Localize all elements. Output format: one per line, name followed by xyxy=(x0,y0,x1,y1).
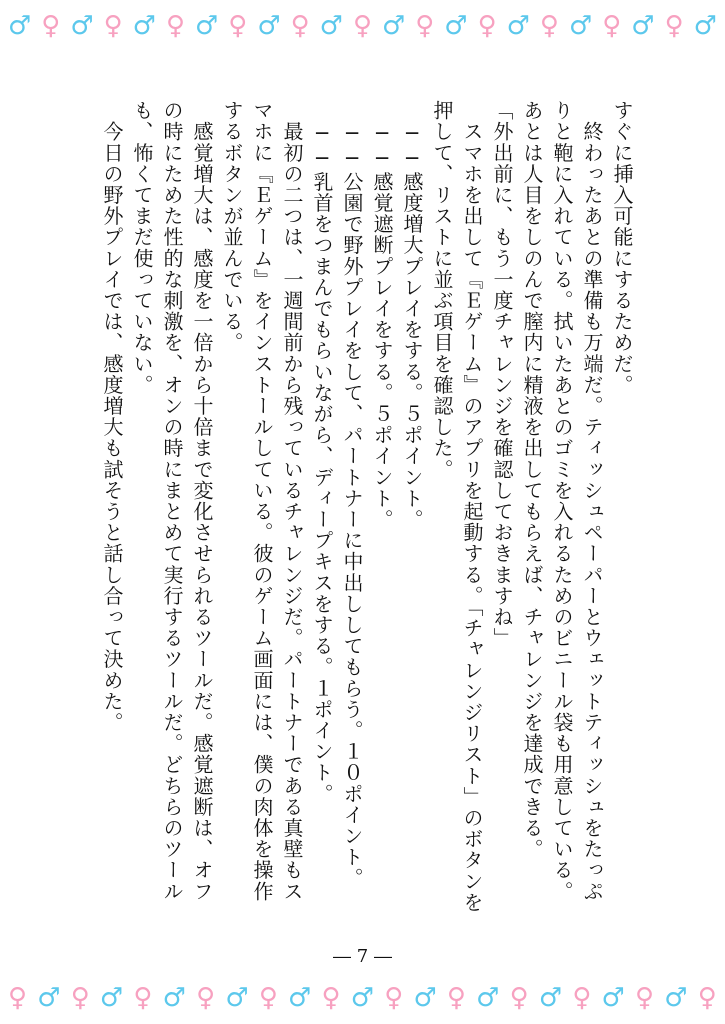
paragraph: 終わったあとの準備も万端だ。ティッシュペーパーとウェットティッシュをたっぷりと鞄に入れている。拭いたあとのゴミを入れるためのビニール袋も用意している。あとは人目をしのんで膣内に精液を出してもらえば、チャレンジを達成できる。 xyxy=(520,100,604,902)
female-symbol-icon: ♀ xyxy=(352,11,372,41)
female-symbol-icon: ♀ xyxy=(196,983,216,1013)
body-text xyxy=(97,100,637,920)
male-symbol-icon: ♂ xyxy=(506,11,530,41)
male-symbol-icon: ♂ xyxy=(162,983,186,1013)
female-symbol-icon: ♀ xyxy=(103,11,123,41)
female-symbol-icon: ♀ xyxy=(133,983,153,1013)
male-symbol-icon: ♂ xyxy=(664,983,688,1013)
male-symbol-icon: ♂ xyxy=(225,983,249,1013)
paragraph: 「外出前に、もう一度チャレンジを確認しておきますね」 xyxy=(490,100,514,649)
male-symbol-icon: ♂ xyxy=(381,11,406,41)
female-symbol-icon: ♀ xyxy=(70,983,90,1013)
male-symbol-icon: ♂ xyxy=(601,983,625,1013)
male-symbol-icon: ♂ xyxy=(319,11,343,41)
paragraph: ──感度増大プレイをする。５ポイント。 xyxy=(400,100,424,530)
male-symbol-icon: ♂ xyxy=(194,11,219,41)
male-symbol-icon: ♂ xyxy=(99,983,124,1013)
paragraph: ──感覚遮断プレイをする。５ポイント。 xyxy=(370,100,394,530)
paragraph: すぐに挿入可能にするためだ。 xyxy=(610,100,634,396)
top-symbol-border xyxy=(0,6,725,46)
page-number: ― 7 ― xyxy=(333,946,392,967)
male-symbol-icon: ♂ xyxy=(37,983,61,1013)
paragraph: ──公園で野外プレイをして、パートナーに中出ししてもらう。１０ポイント。 xyxy=(340,100,364,889)
female-symbol-icon: ♀ xyxy=(41,11,61,41)
male-symbol-icon: ♂ xyxy=(413,983,437,1013)
paragraph: 最初の二つは、一週間前から残っているチャレンジだ。パートナーである真壁もスマホに『Ｅゲーム』をインストールしている。彼のゲーム画面には、僕の肉体を操作するボタンが並んでいる。 xyxy=(220,100,304,902)
female-symbol-icon: ♀ xyxy=(572,983,592,1013)
female-symbol-icon: ♀ xyxy=(290,11,310,41)
female-symbol-icon: ♀ xyxy=(635,983,655,1013)
male-symbol-icon: ♂ xyxy=(257,11,281,41)
female-symbol-icon: ♀ xyxy=(384,983,404,1013)
female-symbol-icon: ♀ xyxy=(664,11,684,41)
female-symbol-icon: ♀ xyxy=(477,11,497,41)
female-symbol-icon: ♀ xyxy=(165,11,185,41)
female-symbol-icon: ♀ xyxy=(228,11,248,41)
female-symbol-icon: ♀ xyxy=(321,983,341,1013)
paragraph: ──乳首をつまんでもらいながら、ディープキスをする。１ポイント。 xyxy=(310,100,334,805)
male-symbol-icon: ♂ xyxy=(476,983,500,1013)
female-symbol-icon: ♀ xyxy=(602,11,622,41)
female-symbol-icon: ♀ xyxy=(415,11,435,41)
male-symbol-icon: ♂ xyxy=(132,11,156,41)
bottom-symbol-border xyxy=(0,978,725,1018)
female-symbol-icon: ♀ xyxy=(258,983,278,1013)
female-symbol-icon: ♀ xyxy=(446,983,466,1013)
paragraph: スマホを出して『Ｅゲーム』のアプリを起動する。「チャレンジリスト」のボタンを押して、リストに並ぶ項目を確認した。 xyxy=(430,100,484,913)
female-symbol-icon: ♀ xyxy=(697,983,717,1013)
female-symbol-icon: ♀ xyxy=(539,11,559,41)
male-symbol-icon: ♂ xyxy=(288,983,312,1013)
male-symbol-icon: ♂ xyxy=(350,983,375,1013)
female-symbol-icon: ♀ xyxy=(8,983,28,1013)
male-symbol-icon: ♂ xyxy=(8,11,32,41)
male-symbol-icon: ♂ xyxy=(568,11,593,41)
male-symbol-icon: ♂ xyxy=(693,11,717,41)
paragraph: 感覚増大は、感度を一倍から十倍まで変化させられるツールだ。感覚遮断は、オフの時にためた性的な刺激を、オンの時にまとめて実行するツールだ。どちらのツールも、怖くてまだ使っていない。 xyxy=(130,100,214,902)
female-symbol-icon: ♀ xyxy=(509,983,529,1013)
male-symbol-icon: ♂ xyxy=(444,11,468,41)
male-symbol-icon: ♂ xyxy=(70,11,94,41)
male-symbol-icon: ♂ xyxy=(631,11,655,41)
male-symbol-icon: ♂ xyxy=(538,983,563,1013)
paragraph: 今日の野外プレイでは、感度増大も試そうと話し合って決めた。 xyxy=(100,100,124,733)
